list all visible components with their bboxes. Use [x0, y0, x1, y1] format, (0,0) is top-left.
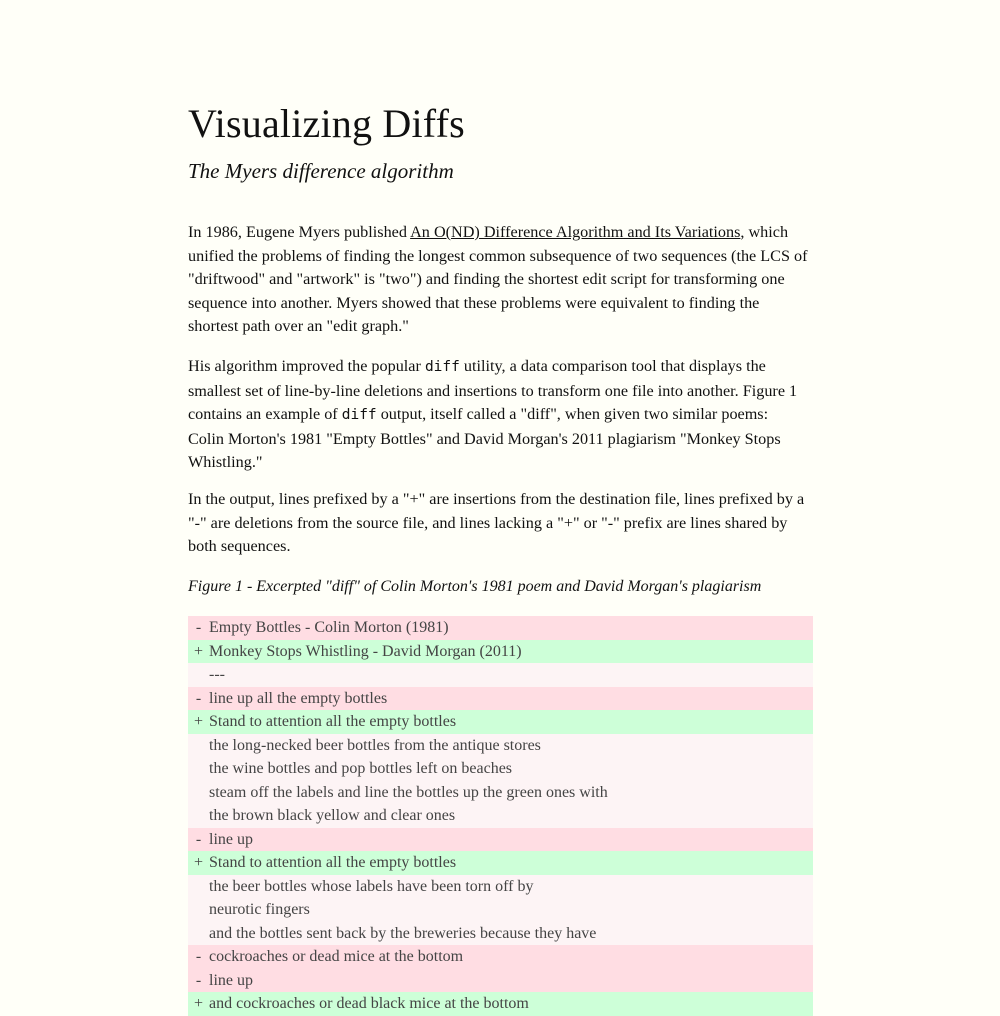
diff-insertion-line [188, 710, 813, 734]
diff-text: line up [209, 830, 253, 848]
paragraph-text: , which [740, 223, 789, 241]
paragraph-text: output, itself called a "diff", when given two similar poems: [376, 405, 769, 423]
paragraph-line: "driftwood" and "artwork" is "two") and finding the shortest edit script for transforming one [188, 270, 785, 288]
diff-text: --- [209, 666, 225, 683]
paragraph-text: His algorithm improved the popular [188, 357, 425, 375]
diff-deletion-line [188, 616, 813, 640]
diff-deletion-line [188, 945, 813, 969]
diff-text: Monkey Stops Whistling - David Morgan (2011) [209, 642, 522, 660]
diff-text: the wine bottles and pop bottles left on beaches [209, 760, 513, 777]
diff-insertion-line [188, 640, 813, 664]
output-explanation-paragraph [188, 488, 818, 559]
diff-text: the beer bottles whose labels have been torn off by [209, 877, 534, 895]
diff-deletion-line [188, 828, 813, 852]
paragraph-line: unified the problems of finding the longest common subsequence of two sequences (the LCS of [188, 246, 808, 265]
paragraph-line: Colin Morton's 1981 "Empty Bottles" and David Morgan's 2011 plagiarism "Monkey Stops [188, 429, 781, 448]
diff-prefix: - [195, 971, 202, 989]
paragraph-line [188, 221, 818, 245]
diff-prefix: + [193, 713, 204, 730]
diff-prefix: + [193, 995, 204, 1012]
diff-unchanged-line [188, 804, 813, 828]
inline-code: diff [424, 359, 460, 375]
diff-text: the brown black yellow and clear ones [209, 807, 456, 824]
diff-block [188, 616, 813, 1016]
diff-text: Empty Bottles - Colin Morton (1981) [209, 619, 449, 636]
diff-deletion-line [188, 969, 813, 993]
page-title: Visualizing Diffs [188, 101, 465, 146]
inline-code: diff [341, 407, 377, 423]
diff-unchanged-line [188, 781, 813, 805]
diff-utility-paragraph [188, 355, 818, 475]
diff-unchanged-line [188, 922, 813, 946]
paragraph-text: contains an example of [188, 405, 342, 423]
paragraph-line [188, 403, 818, 428]
paragraph-text: In 1986, Eugene Myers published [188, 223, 411, 241]
diff-prefix: + [193, 854, 204, 871]
diff-unchanged-line [188, 898, 813, 922]
paragraph-line: sequence into another. Myers showed that these problems were equivalent to finding the [188, 293, 760, 312]
diff-prefix: - [195, 619, 202, 636]
paragraph-line: Whistling." [188, 453, 263, 471]
diff-text: cockroaches or dead mice at the bottom [209, 948, 464, 965]
diff-insertion-line [188, 851, 813, 875]
diff-text: neurotic fingers [209, 901, 310, 918]
diff-text: and cockroaches or dead black mice at the bottom [209, 995, 529, 1012]
paragraph-line: both sequences. [188, 537, 291, 555]
paragraph-line: In the output, lines prefixed by a "+" are insertions from the destination file, lines prefixed by a [188, 490, 805, 508]
diff-unchanged-line [188, 734, 813, 758]
diff-text: steam off the labels and line the bottles up the green ones with [209, 783, 608, 801]
page-subtitle: The Myers difference algorithm [188, 159, 454, 183]
diff-text: and the bottles sent back by the breweries because they have [209, 924, 597, 942]
diff-text: line up [209, 971, 253, 989]
figure-caption: Figure 1 - Excerpted "diff" of Colin Morton's 1981 poem and David Morgan's plagiarism [188, 578, 762, 595]
diff-text: Stand to attention all the empty bottles [209, 854, 457, 871]
diff-unchanged-line [188, 757, 813, 781]
paragraph-line: "-" are deletions from the source file, and lines lacking a "+" or "-" prefix are lines shared by [188, 513, 788, 532]
diff-text: the long-necked beer bottles from the antique stores [209, 736, 541, 754]
diff-prefix: + [193, 642, 204, 660]
diff-prefix: - [195, 948, 202, 965]
paragraph-line: shortest path over an "edit graph." [188, 317, 409, 335]
diff-text: line up all the empty bottles [209, 689, 388, 707]
paragraph-text: utility, a data comparison tool that displays the [459, 357, 766, 375]
diff-deletion-line [188, 687, 813, 711]
diff-prefix: - [195, 689, 202, 707]
diff-insertion-line [188, 992, 813, 1016]
diff-text: Stand to attention all the empty bottles [209, 713, 457, 730]
paragraph-line [188, 355, 818, 380]
diff-prefix: - [195, 830, 202, 848]
intro-paragraph [188, 221, 818, 339]
paper-link[interactable]: An O(ND) Difference Algorithm and Its Variations [410, 223, 741, 241]
paragraph-line: smallest set of line-by-line deletions and insertions to transform one file into another. Figure 1 [188, 381, 798, 400]
diff-unchanged-line [188, 663, 813, 687]
diff-unchanged-line [188, 875, 813, 899]
